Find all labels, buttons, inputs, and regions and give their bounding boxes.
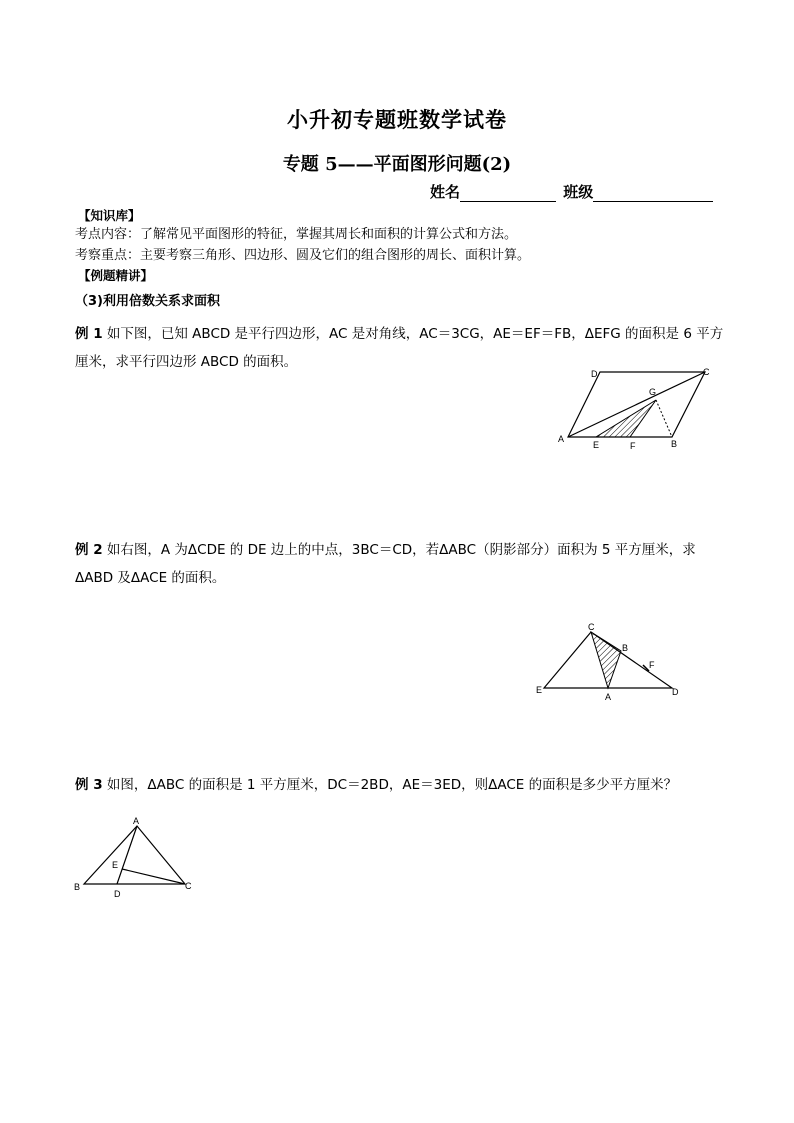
example-3-figure xyxy=(70,812,200,902)
label-f: F xyxy=(630,441,636,451)
page-title: 小升初专题班数学试卷 xyxy=(287,107,507,132)
class-label: 班级 xyxy=(563,183,594,201)
example-1-label: 例 1 xyxy=(75,326,103,342)
example-2-text: 如右图，A 为ΔCDE 的 DE 边上的中点，3BC＝CD，若ΔABC（阴影部分）面积为 5 平方厘米，求ΔABD 及ΔACE 的面积。 xyxy=(75,542,696,586)
class-blank[interactable] xyxy=(593,186,713,202)
label-a: A xyxy=(133,816,140,826)
example-3-label: 例 3 xyxy=(75,777,103,793)
label-d: D xyxy=(114,889,121,899)
example-1-text: 如下图，已知 ABCD 是平行四边形，AC 是对角线，AC＝3CG，AE＝EF＝FB，ΔEFG 的面积是 6 平方厘米，求平行四边形 ABCD 的面积。 xyxy=(75,326,724,370)
knowledge-heading: 【知识库】 xyxy=(78,208,141,223)
label-e: E xyxy=(112,860,119,870)
example-2 xyxy=(75,536,725,592)
shaded-triangle-abc xyxy=(591,632,621,688)
knowledge-point-2: 考察重点：主要考察三角形、四边形、圆及它们的组合图形的周长、面积计算。 xyxy=(75,248,531,263)
label-g: G xyxy=(649,387,657,397)
name-label: 姓名 xyxy=(430,183,461,201)
label-a: A xyxy=(605,692,612,702)
shaded-triangle-efg xyxy=(596,400,656,437)
label-b: B xyxy=(622,643,629,653)
example-2-figure xyxy=(530,618,690,708)
label-b: B xyxy=(74,882,81,892)
label-c: C xyxy=(588,622,595,632)
example-1-figure xyxy=(550,360,730,460)
example-3 xyxy=(75,771,725,799)
label-a: A xyxy=(558,434,565,444)
label-e: E xyxy=(593,440,600,450)
examples-heading: 【例题精讲】 xyxy=(78,268,154,283)
label-b: B xyxy=(671,439,678,449)
segment-ad xyxy=(117,826,137,884)
knowledge-point-1: 考点内容：了解常见平面图形的特征，掌握其周长和面积的计算公式和方法。 xyxy=(75,227,518,242)
label-d: D xyxy=(591,369,598,379)
name-blank[interactable] xyxy=(460,186,556,202)
label-f: F xyxy=(649,660,655,670)
dashed-line-gb xyxy=(656,400,672,437)
example-3-text: 如图，ΔABC 的面积是 1 平方厘米，DC＝2BD，AE＝3ED，则ΔACE 的面积是多少平方厘米？ xyxy=(106,777,678,793)
segment-ec xyxy=(122,869,185,884)
label-c: C xyxy=(703,367,710,377)
topic-heading: （3)利用倍数关系求面积 xyxy=(75,294,220,309)
label-d: D xyxy=(672,687,679,697)
page-subtitle: 专题 5——平面图形问题(2) xyxy=(282,154,512,175)
label-e: E xyxy=(536,685,543,695)
example-2-label: 例 2 xyxy=(75,542,103,558)
label-c: C xyxy=(185,881,192,891)
name-class-row xyxy=(430,181,713,202)
